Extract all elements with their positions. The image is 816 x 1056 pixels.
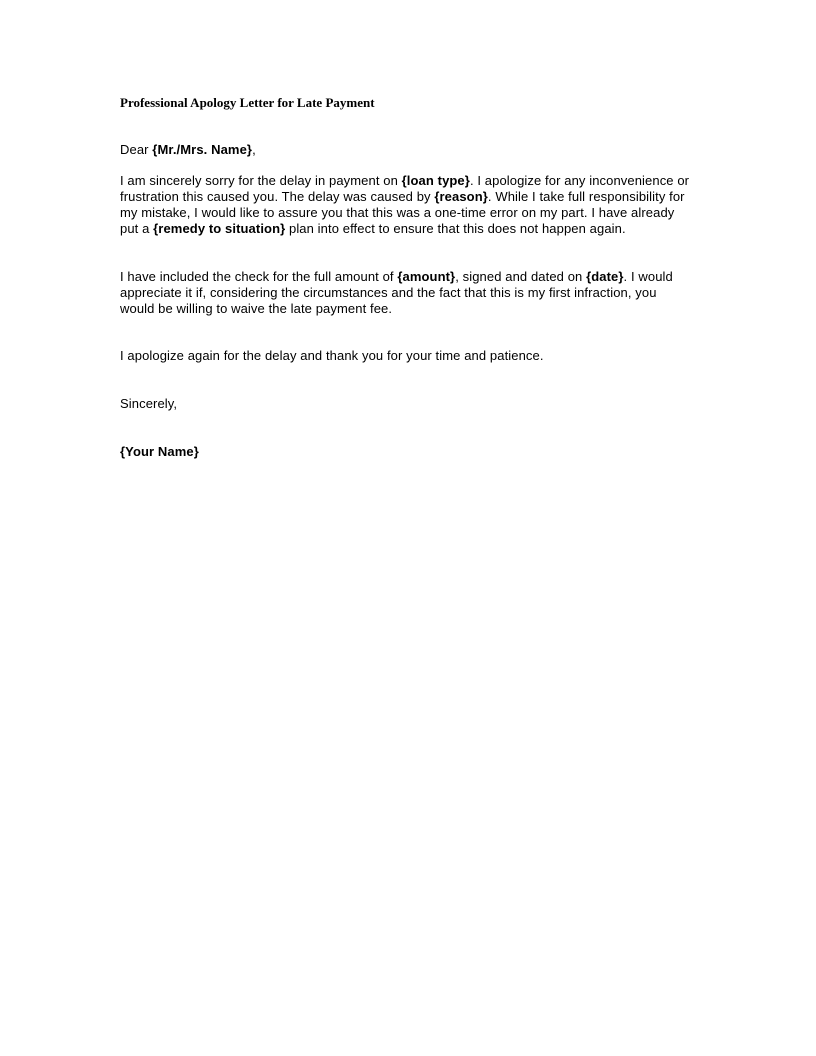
salutation bbox=[120, 142, 690, 158]
paragraph1-text-1: I am sincerely sorry for the delay in payment on bbox=[120, 173, 402, 188]
paragraph-check-included bbox=[120, 269, 690, 317]
letter-title: Professional Apology Letter for Late Payment bbox=[120, 95, 375, 110]
paragraph-delay-explanation bbox=[120, 173, 690, 237]
paragraph1-text-3: . While I take full responsibility for my mistake, I would like to assure you that this was a one-time error on my part. I have already put a bbox=[120, 189, 685, 236]
paragraph2-text-3: . I would appreciate it if, considering the circumstances and the fact that this is my first infraction, you would be willing to waive the late payment fee. bbox=[120, 269, 673, 316]
salutation-prefix: Dear bbox=[120, 142, 153, 157]
reason-placeholder: {reason} bbox=[434, 189, 488, 204]
paragraph1-text-4: plan into effect to ensure that this does not happen again. bbox=[285, 221, 626, 236]
recipient-placeholder: {Mr./Mrs. Name} bbox=[152, 142, 253, 157]
remedy-placeholder: {remedy to situation} bbox=[153, 221, 286, 236]
paragraph-thanks: I apologize again for the delay and thank you for your time and patience. bbox=[120, 348, 544, 363]
closing: Sincerely, bbox=[120, 396, 178, 411]
date-placeholder: {date} bbox=[586, 269, 624, 284]
loan-type-placeholder: {loan type} bbox=[401, 173, 470, 188]
amount-placeholder: {amount} bbox=[397, 269, 456, 284]
paragraph1-text-2: . I apologize for any inconvenience or frustration this caused you. The delay was caused by bbox=[120, 173, 690, 204]
paragraph2-text-1: I have included the check for the full amount of bbox=[120, 269, 398, 284]
paragraph2-text-2: , signed and dated on bbox=[455, 269, 587, 284]
signature-placeholder: {Your Name} bbox=[120, 444, 199, 459]
salutation-suffix: , bbox=[252, 142, 256, 157]
